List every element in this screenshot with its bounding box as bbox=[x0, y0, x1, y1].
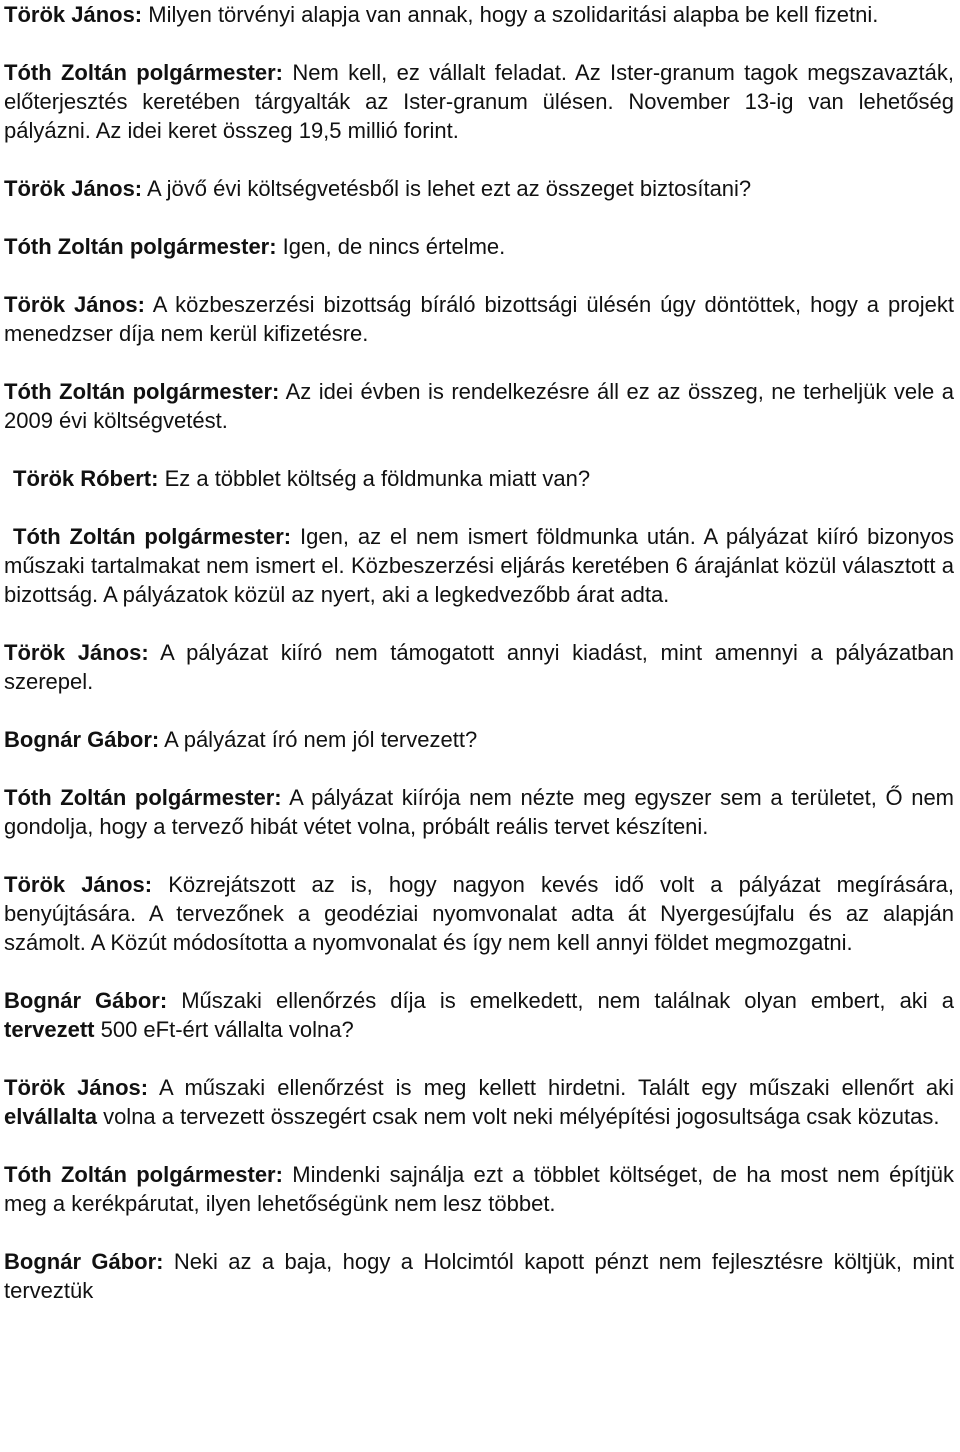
paragraph-2 bbox=[4, 58, 954, 145]
paragraph-text: Igen, de nincs értelme. bbox=[276, 234, 506, 259]
paragraph-9 bbox=[4, 638, 954, 696]
paragraph-8 bbox=[4, 522, 954, 609]
paragraph-text: Mindenki sajnálja ezt a többlet költséget, de ha most nem építjük meg a kerékpárutat, ilyen lehetőségünk nem lesz többet. bbox=[4, 1162, 954, 1216]
speaker-name: Tóth Zoltán polgármester: bbox=[4, 1162, 283, 1187]
paragraph-6 bbox=[4, 377, 954, 435]
speaker-name: Török János: bbox=[4, 292, 145, 317]
speaker-name: Tóth Zoltán polgármester: bbox=[4, 785, 282, 810]
speaker-name: Tóth Zoltán polgármester: bbox=[4, 379, 280, 404]
bold-word: elvállalta bbox=[4, 1104, 97, 1129]
paragraph-14 bbox=[4, 1073, 954, 1131]
speaker-name: Bognár Gábor: bbox=[4, 1249, 164, 1274]
paragraph-1 bbox=[4, 0, 954, 29]
speaker-name: Bognár Gábor: bbox=[4, 988, 168, 1013]
paragraph-text: A pályázat kiírója nem nézte meg egyszer sem a területet, Ő nem gondolja, hogy a tervező hibát vétet volna, próbált reális tervet készíteni. bbox=[4, 785, 955, 839]
paragraph-7 bbox=[4, 464, 954, 493]
paragraph-text: Közrejátszott az is, hogy nagyon kevés idő volt a pályázat megírására, benyújtására. A tervezőnek a geodéziai nyomvonalat adta át Nyergesújfalu és az alapján számolt. A Közút módosította a nyomvonalat és így nem kell annyi földet megmozgatni. bbox=[4, 872, 955, 955]
speaker-name: Bognár Gábor: bbox=[4, 727, 160, 752]
paragraph-text: Ez a többlet költség a földmunka miatt van? bbox=[158, 466, 591, 491]
paragraph-15 bbox=[4, 1160, 954, 1218]
speaker-name: Török Róbert: bbox=[13, 466, 159, 491]
paragraph-12 bbox=[4, 870, 954, 957]
paragraph-text: Az idei évben is rendelkezésre áll ez az összeg, ne terheljük vele a 2009 évi költségvetést. bbox=[4, 379, 955, 433]
paragraph-11 bbox=[4, 783, 954, 841]
speaker-name: Török János: bbox=[4, 872, 153, 897]
paragraph-text: A jövő évi költségvetésből is lehet ezt az összeget biztosítani? bbox=[142, 176, 752, 201]
paragraph-text: A közbeszerzési bizottság bíráló bizottsági ülésén úgy döntöttek, hogy a projekt menedzser díja nem kerül kifizetésre. bbox=[4, 292, 954, 346]
paragraph-text: volna a tervezett összegért csak nem volt neki mélyépítési jogosultsága csak közutas. bbox=[96, 1104, 940, 1129]
paragraph-text: Igen, az el nem ismert földmunka után. A pályázat kiíró bizonyos műszaki tartalmakat nem ismert el. Közbeszerzési eljárás keretében 6 árajánlat közül választott a bizottság. A pályázatok közül az nyert, aki a legkedvezőbb árat adta. bbox=[4, 524, 954, 607]
speaker-name: Török János: bbox=[4, 176, 143, 201]
paragraph-text: 500 eFt-ért vállalta volna? bbox=[94, 1017, 354, 1042]
paragraph-text: A műszaki ellenőrzést is meg kellett hirdetni. Talált egy műszaki ellenőrt aki bbox=[148, 1075, 954, 1100]
speaker-name: Tóth Zoltán polgármester: bbox=[13, 524, 292, 549]
paragraph-text: Milyen törvényi alapja van annak, hogy a szolidaritási alapba be kell fizetni. bbox=[142, 2, 879, 27]
speaker-name: Tóth Zoltán polgármester: bbox=[4, 234, 277, 259]
paragraph-16 bbox=[4, 1247, 954, 1305]
bold-word: tervezett bbox=[4, 1017, 95, 1042]
speaker-name: Török János: bbox=[4, 1075, 149, 1100]
paragraph-text: Nem kell, ez vállalt feladat. Az Ister-granum tagok megszavazták, előterjesztés keretében tárgyalták az Ister-granum ülésen. November 13-ig van lehetőség pályázni. Az idei keret összeg 19,5 millió forint. bbox=[4, 60, 954, 143]
paragraph-text: Neki az a baja, hogy a Holcimtól kapott pénzt nem fejlesztésre költjük, mint terveztük bbox=[4, 1249, 954, 1303]
paragraph-text: A pályázat kiíró nem támogatott annyi kiadást, mint amennyi a pályázatban szerepel. bbox=[4, 640, 955, 694]
paragraph-5 bbox=[4, 290, 954, 348]
paragraph-text: A pályázat író nem jól tervezett? bbox=[159, 727, 478, 752]
speaker-name: Tóth Zoltán polgármester: bbox=[4, 60, 284, 85]
speaker-name: Török János: bbox=[4, 2, 143, 27]
paragraph-10 bbox=[4, 725, 954, 754]
paragraph-13 bbox=[4, 986, 954, 1044]
speaker-name: Török János: bbox=[4, 640, 149, 665]
paragraph-4 bbox=[4, 232, 954, 261]
paragraph-3 bbox=[4, 174, 954, 203]
paragraph-text: Műszaki ellenőrzés díja is emelkedett, nem találnak olyan embert, aki a bbox=[167, 988, 954, 1013]
